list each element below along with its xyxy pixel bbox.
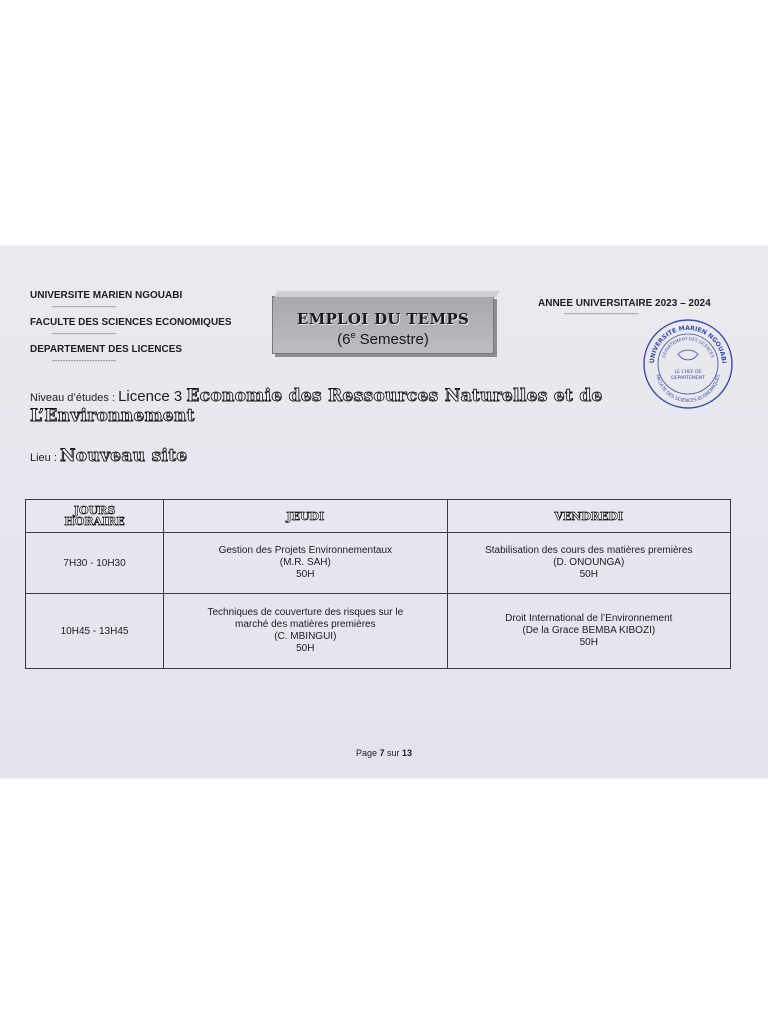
table-row [26,594,731,669]
header-hours: HORAIRE [64,515,125,528]
total-pages: 13 [402,748,413,758]
course-hours: 50H [296,643,315,654]
time-slot: 7H30 - 10H30 [26,533,164,594]
separator: ------------------------ [52,329,116,338]
study-level-label: Niveau d’études : [30,392,119,404]
stamp-inner-text: DEPARTEMENT DES LICENCES [660,335,716,359]
course-cell [164,533,447,594]
current-page: 7 [379,748,385,758]
table-row [26,533,731,594]
header-days: JOURS [73,504,116,517]
separator: ---------------------------- [564,309,639,318]
course-teacher: (C. MBINGUI) [274,631,337,642]
faculty-name: FACULTE DES SCIENCES ECONOMIQUES [30,317,232,328]
course-title: Stabilisation des cours des matières premières [485,545,693,556]
academic-year: ANNEE UNIVERSITAIRE 2023 – 2024 [538,298,711,309]
semester-subtitle [273,330,493,348]
title-banner [272,296,494,354]
location-value: Nouveau site [59,446,188,466]
semester-suffix: Semestre) [355,331,429,348]
program-name-line2: L’Environnement [30,406,195,426]
course-title: Gestion des Projets Environnementaux [218,545,393,556]
course-hours: 50H [579,637,598,648]
page-number [0,748,768,758]
separator: ------------------------ [52,302,116,311]
svg-text:DEPARTEMENT DES LICENCES [661,336,715,359]
course-hours: 50H [296,569,315,580]
header-days-hours [26,500,164,533]
page-title: EMPLOI DU TEMPS [296,310,470,328]
header-jeudi-label: JEUDI [286,509,325,523]
stamp-center-line2: DEPARTEMENT [671,376,705,381]
course-teacher: (D. ONOUNGA) [553,557,625,568]
stamp-bottom-text: FACULTE DES SCIENCES ECONOMIQUES [654,374,722,405]
course-cell [447,594,730,669]
separator: ------------------------ [52,356,116,365]
header-vendredi-label: VENDREDI [554,509,624,523]
institution-header [30,290,232,371]
header-vendredi [447,500,730,533]
course-teacher: (De la Grace BEMBA KIBOZI) [522,625,656,636]
university-name: UNIVERSITE MARIEN NGOUABI [30,290,183,301]
course-title-line1: Techniques de couverture des risques sur le [207,607,404,618]
stamp-emblem-icon [678,350,698,360]
page-middle: sur [384,748,403,758]
time-slot: 10H45 - 13H45 [26,594,164,669]
course-title: Droit International de l’Environnement [505,613,673,624]
semester-sup: e [350,330,356,340]
location [30,446,188,466]
licence-level: Licence 3 [118,388,187,405]
study-level [30,386,730,426]
semester-prefix: (6 [337,331,351,348]
program-name-line1: Economie des Ressources Naturelles et de [186,386,603,406]
svg-text:UNIVERSITE MARIEN NGOUABI [649,325,727,364]
department-name: DEPARTEMENT DES LICENCES [30,344,183,355]
stamp-center-line1: LE CHEF DE [674,370,702,375]
course-cell [164,594,447,669]
course-cell [447,533,730,594]
page-prefix: Page [355,748,380,758]
timetable [25,499,731,669]
course-teacher: (M.R. SAH) [279,557,331,568]
header-jeudi [164,500,447,533]
academic-year-block [538,298,711,318]
course-title-line2: marché des matières premières [235,619,376,630]
stamp-top-text: UNIVERSITE MARIEN NGOUABI [648,324,728,364]
document-sheet [0,246,768,778]
course-hours: 50H [579,569,598,580]
location-label: Lieu : [30,452,60,464]
table-header-row [26,500,731,533]
